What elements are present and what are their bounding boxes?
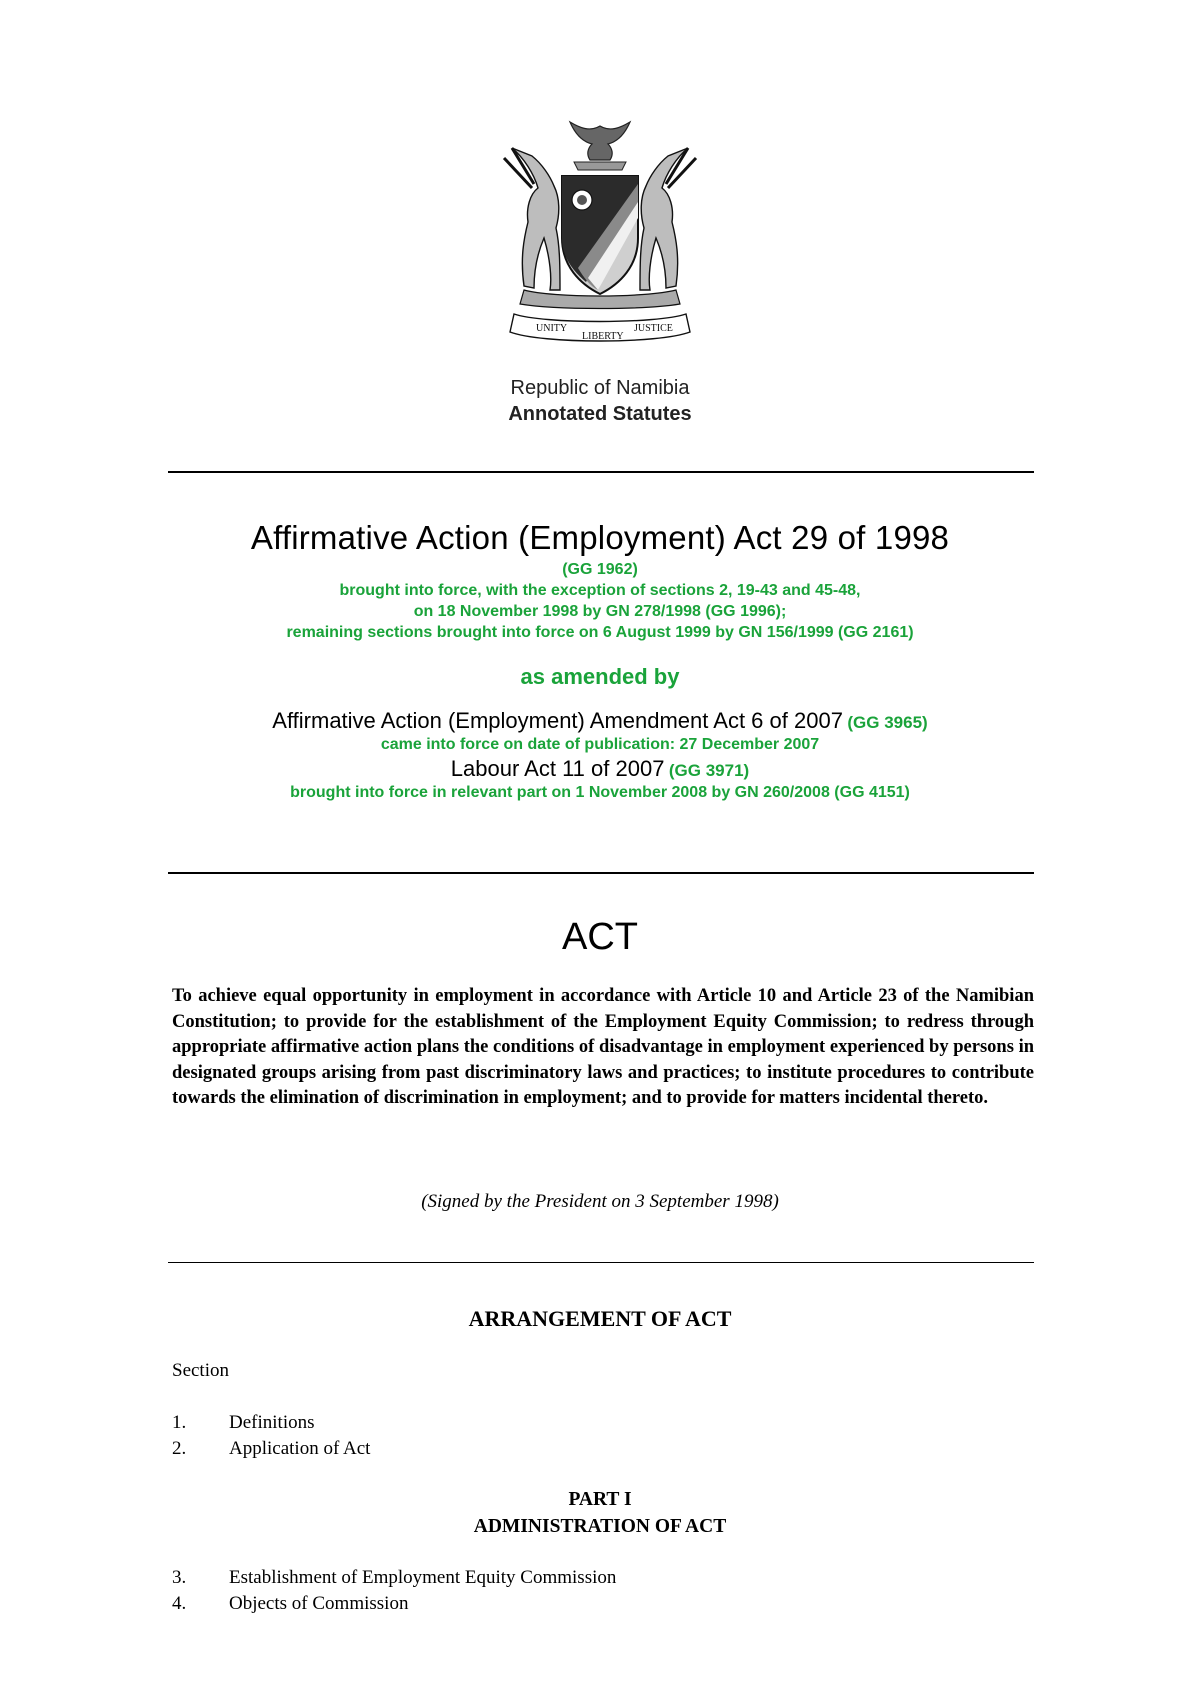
toc-number: 2. <box>172 1438 187 1459</box>
act-title-block <box>0 517 1200 803</box>
motto-justice: JUSTICE <box>634 323 673 334</box>
gazette-reference: (GG 1962) <box>562 561 638 578</box>
divider-bottom <box>168 1262 1034 1263</box>
toc-label: Establishment of Employment Equity Commission <box>229 1567 617 1588</box>
amendment-title: Affirmative Action (Employment) Amendment Act 6 of 2007 <box>272 708 843 733</box>
toc-list <box>172 1410 1034 1462</box>
act-title: Affirmative Action (Employment) Act 29 of 1998 <box>250 519 950 556</box>
part-number: PART I <box>568 1489 632 1510</box>
arrangement-heading: ARRANGEMENT OF ACT <box>468 1306 732 1331</box>
toc-entry[interactable] <box>172 1410 1034 1436</box>
coat-of-arms-emblem <box>494 118 706 352</box>
toc-label: Application of Act <box>229 1438 371 1459</box>
toc-number: 4. <box>172 1593 187 1614</box>
toc-list <box>172 1565 1034 1617</box>
toc-entry[interactable] <box>172 1565 1034 1591</box>
toc-number: 1. <box>172 1412 187 1433</box>
annotated-statutes-label: Annotated Statutes <box>508 403 692 425</box>
amended-by-label: as amended by <box>520 664 680 689</box>
signed-note: (Signed by the President on 3 September 1998) <box>421 1191 779 1212</box>
section-column-label: Section <box>172 1360 229 1381</box>
motto-unity: UNITY <box>536 323 568 334</box>
toc-entry[interactable] <box>172 1436 1034 1462</box>
toc-label: Objects of Commission <box>229 1593 409 1614</box>
toc-entry[interactable] <box>172 1591 1034 1617</box>
amendment-note: came into force on date of publication: 27 December 2007 <box>380 736 820 753</box>
amendment-note: brought into force in relevant part on 1 November 2008 by GN 260/2008 (GG 4151) <box>290 784 910 801</box>
motto-liberty: LIBERTY <box>582 331 624 342</box>
amendment-item <box>0 755 1200 782</box>
divider-middle <box>168 872 1034 874</box>
long-title-paragraph: To achieve equal opportunity in employment in accordance with Article 10 and Article 23 of the Namibian Constitution; to provide for the establishment of the Employment Equity Commission; to redress through appropriate affirmative action plans the conditions of disadvantage in employment experienced by persons in designated groups arising from past discriminatory laws and practices; to institute procedures to contribute towards the elimination of discrimination in employment; and to provide for matters incidental thereto. <box>172 986 1034 1109</box>
amendment-gazette: (GG 3971) <box>668 761 750 780</box>
toc-number: 3. <box>172 1567 187 1588</box>
amendment-item <box>0 707 1200 734</box>
amendment-title: Labour Act 11 of 2007 <box>450 756 665 781</box>
commencement-line-3: remaining sections brought into force on 6 August 1999 by GN 156/1999 (GG 2161) <box>286 624 914 641</box>
republic-label: Republic of Namibia <box>510 377 690 399</box>
commencement-line-1: brought into force, with the exception of sections 2, 19-43 and 45-48, <box>339 582 861 599</box>
commencement-line-2: on 18 November 1998 by GN 278/1998 (GG 1996); <box>413 603 787 620</box>
amendment-gazette: (GG 3965) <box>847 713 928 732</box>
divider-top <box>168 471 1034 473</box>
publication-header <box>0 375 1200 427</box>
toc-label: Definitions <box>229 1412 315 1433</box>
part-heading <box>0 1486 1200 1540</box>
act-heading: ACT <box>562 916 638 958</box>
part-title: ADMINISTRATION OF ACT <box>473 1516 727 1537</box>
